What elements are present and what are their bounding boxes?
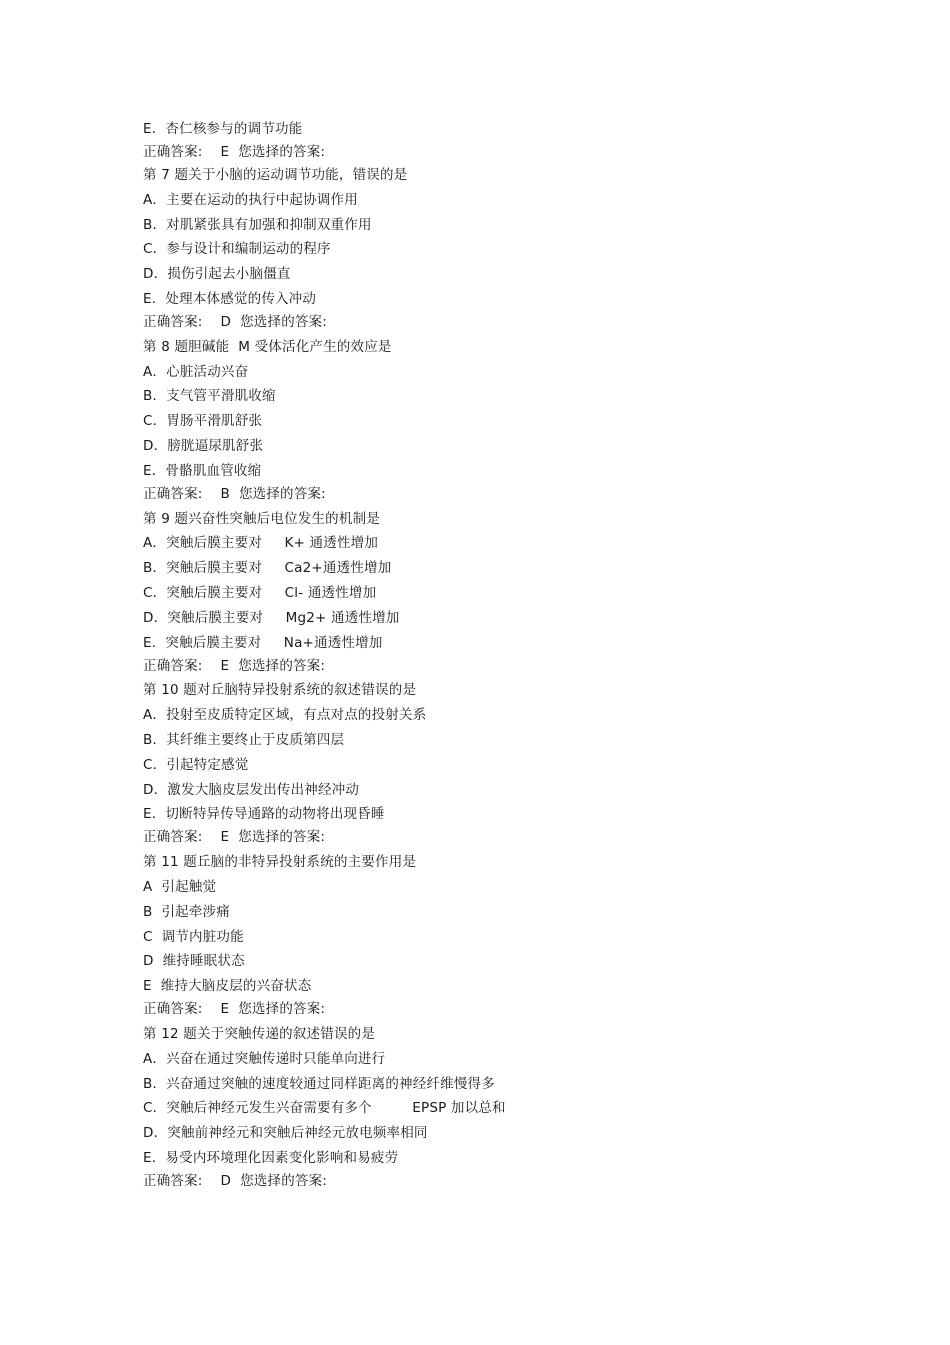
option-line: B．其纤维主要终止于皮质第四层	[143, 731, 345, 748]
question-line: 第 12 题关于突触传递的叙述错误的是	[143, 1025, 376, 1042]
question-line: 第 8 题胆碱能 M 受体活化产生的效应是	[143, 338, 392, 355]
answer-line: 正确答案: E 您选择的答案:	[143, 1001, 326, 1018]
option-line: C．突触后膜主要对 Cl- 通透性增加	[143, 584, 377, 601]
option-line: B．兴奋通过突触的速度较通过同样距离的神经纤维慢得多	[143, 1075, 495, 1092]
answer-line: 正确答案: D 您选择的答案:	[143, 1172, 328, 1189]
option-line: D．突触后膜主要对 Mg2+ 通透性增加	[143, 609, 400, 626]
option-line: E．骨骼肌血管收缩	[143, 462, 262, 479]
option-line: B 引起牵涉痛	[143, 903, 230, 920]
option-line: B．支气管平滑肌收缩	[143, 388, 276, 405]
option-line: E．易受内环境理化因素变化影响和易疲劳	[143, 1149, 399, 1166]
question-line: 第 10 题对丘脑特异投射系统的叙述错误的是	[143, 682, 417, 699]
option-line: E．突触后膜主要对 Na+通透性增加	[143, 634, 383, 651]
answer-line: 正确答案: B 您选择的答案:	[143, 485, 326, 502]
option-line: A．主要在运动的执行中起协调作用	[143, 191, 358, 208]
option-line: C．胃肠平滑肌舒张	[143, 413, 263, 430]
option-line: B．突触后膜主要对 Ca2+通透性增加	[143, 560, 392, 577]
option-line: D．损伤引起去小脑僵直	[143, 266, 291, 283]
option-line: A．投射至皮质特定区域，有点对点的投射关系	[143, 707, 427, 724]
answer-line: 正确答案: E 您选择的答案:	[143, 829, 326, 846]
answer-line: 正确答案: E 您选择的答案:	[143, 144, 326, 160]
answer-line: 正确答案: E 您选择的答案:	[143, 657, 326, 674]
option-line: E．杏仁核参与的调节功能	[143, 121, 303, 137]
option-line: D．膀胱逼尿肌舒张	[143, 437, 264, 454]
option-line: A．突触后膜主要对 K+ 通透性增加	[143, 535, 379, 552]
option-line: D．激发大脑皮层发出传出神经冲动	[143, 781, 360, 798]
question-line: 第 7 题关于小脑的运动调节功能，错误的是	[143, 167, 408, 183]
option-line: C．引起特定感觉	[143, 756, 249, 773]
option-line: A．兴奋在通过突触传递时只能单向进行	[143, 1050, 386, 1067]
option-line: C 调节内脏功能	[143, 928, 244, 945]
option-line: A 引起触觉	[143, 878, 217, 895]
option-line: A．心脏活动兴奋	[143, 363, 249, 380]
option-line: C．突触后神经元发生兴奋需要有多个 EPSP 加以总和	[143, 1100, 506, 1117]
question-line: 第 11 题丘脑的非特异投射系统的主要作用是	[143, 854, 417, 871]
option-line: E 维持大脑皮层的兴奋状态	[143, 978, 312, 995]
question-line: 第 9 题兴奋性突触后电位发生的机制是	[143, 510, 380, 527]
document-page	[143, 119, 843, 1196]
option-line: D 维持睡眠状态	[143, 953, 245, 970]
option-line: C．参与设计和编制运动的程序	[143, 241, 331, 258]
answer-line: 正确答案: D 您选择的答案:	[143, 313, 328, 330]
option-line: E．处理本体感觉的传入冲动	[143, 290, 317, 307]
option-line: D．突触前神经元和突触后神经元放电频率相同	[143, 1125, 428, 1142]
option-line: E．切断特异传导通路的动物将出现昏睡	[143, 806, 385, 823]
option-line: B．对肌紧张具有加强和抑制双重作用	[143, 216, 372, 233]
